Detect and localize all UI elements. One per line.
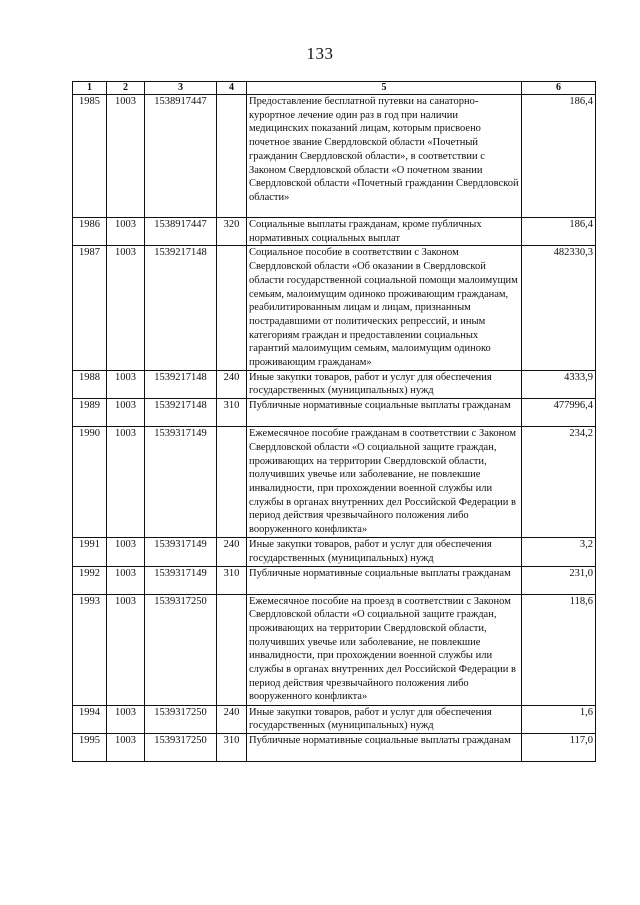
row-number: 1988 xyxy=(73,370,107,398)
table-row xyxy=(73,427,596,538)
expense-type-code: 310 xyxy=(217,733,247,761)
table-row xyxy=(73,733,596,761)
expense-type-code: 240 xyxy=(217,538,247,566)
section-code: 1003 xyxy=(107,733,145,761)
row-number: 1995 xyxy=(73,733,107,761)
expense-type-code: 310 xyxy=(217,399,247,427)
item-amount: 231,0 xyxy=(522,566,596,594)
item-name: Социальное пособие в соответствии с Законом Свердловской области «Об оказании в Свердловской области государственной социальной помощи малоимущим семьям, малоимущим одиноко проживающим гражданам, реабилитированным лицам и лицам, признанным пострадавшими от политических репрессий, и иным категориям граждан и предоставлении социальных гарантий малоимущим семьям, малоимущим одиноко проживающим гражданам» xyxy=(247,246,522,370)
column-header-6: 6 xyxy=(522,82,596,95)
table-row xyxy=(73,566,596,594)
row-number: 1991 xyxy=(73,538,107,566)
target-code: 1538917447 xyxy=(145,218,217,246)
table-row xyxy=(73,538,596,566)
column-header-4: 4 xyxy=(217,82,247,95)
item-amount: 118,6 xyxy=(522,594,596,705)
section-code: 1003 xyxy=(107,427,145,538)
table-row xyxy=(73,218,596,246)
row-number: 1986 xyxy=(73,218,107,246)
item-amount: 186,4 xyxy=(522,218,596,246)
table-row xyxy=(73,705,596,733)
column-header-2: 2 xyxy=(107,82,145,95)
item-name: Предоставление бесплатной путевки на санаторно-курортное лечение один раз в год при наличии медицинских показаний лицам, которым присвоено почетное звание Свердловской области «Почетный гражданин Свердловской области», в соответствии с Законом Свердловской области «О почетном звании Свердловской области «Почетный гражданин Свердловской области» xyxy=(247,95,522,218)
target-code: 1539217148 xyxy=(145,399,217,427)
budget-table xyxy=(72,81,596,762)
section-code: 1003 xyxy=(107,370,145,398)
row-number: 1993 xyxy=(73,594,107,705)
item-name: Ежемесячное пособие на проезд в соответствии с Законом Свердловской области «О социальной защите граждан, проживающих на территории Свердловской области, получивших увечье или заболевание, не повлекшие инвалидности, при прохождении военной службы или службы в органах внутренних дел Российской Федерации в период действия чрезвычайного положения либо вооруженного конфликта» xyxy=(247,594,522,705)
expense-type-code xyxy=(217,594,247,705)
expense-type-code: 320 xyxy=(217,218,247,246)
item-name: Социальные выплаты гражданам, кроме публичных нормативных социальных выплат xyxy=(247,218,522,246)
expense-type-code: 310 xyxy=(217,566,247,594)
row-number: 1985 xyxy=(73,95,107,218)
item-name: Публичные нормативные социальные выплаты гражданам xyxy=(247,566,522,594)
section-code: 1003 xyxy=(107,538,145,566)
table-row xyxy=(73,95,596,218)
item-name: Иные закупки товаров, работ и услуг для обеспечения государственных (муниципальных) нужд xyxy=(247,705,522,733)
target-code: 1539217148 xyxy=(145,370,217,398)
row-number: 1987 xyxy=(73,246,107,370)
expense-type-code xyxy=(217,246,247,370)
section-code: 1003 xyxy=(107,399,145,427)
item-amount: 477996,4 xyxy=(522,399,596,427)
row-number: 1990 xyxy=(73,427,107,538)
section-code: 1003 xyxy=(107,705,145,733)
item-name: Иные закупки товаров, работ и услуг для обеспечения государственных (муниципальных) нужд xyxy=(247,538,522,566)
section-code: 1003 xyxy=(107,594,145,705)
item-amount: 4333,9 xyxy=(522,370,596,398)
expense-type-code xyxy=(217,427,247,538)
section-code: 1003 xyxy=(107,246,145,370)
target-code: 1538917447 xyxy=(145,95,217,218)
expense-type-code: 240 xyxy=(217,370,247,398)
item-amount: 234,2 xyxy=(522,427,596,538)
column-header-1: 1 xyxy=(73,82,107,95)
row-number: 1992 xyxy=(73,566,107,594)
target-code: 1539317250 xyxy=(145,733,217,761)
table-row xyxy=(73,594,596,705)
item-amount: 186,4 xyxy=(522,95,596,218)
item-name: Ежемесячное пособие гражданам в соответствии с Законом Свердловской области «О социальной защите граждан, проживающих на территории Свердловской области, получивших увечье или заболевание, не повлекшие инвалидности, при прохождении военной службы или службы в органах внутренних дел Российской Федерации в период действия чрезвычайного положения либо вооруженного конфликта» xyxy=(247,427,522,538)
section-code: 1003 xyxy=(107,566,145,594)
item-amount: 1,6 xyxy=(522,705,596,733)
column-header-3: 3 xyxy=(145,82,217,95)
expense-type-code xyxy=(217,95,247,218)
item-amount: 117,0 xyxy=(522,733,596,761)
row-number: 1989 xyxy=(73,399,107,427)
target-code: 1539317250 xyxy=(145,594,217,705)
item-amount: 482330,3 xyxy=(522,246,596,370)
page-number: 133 xyxy=(306,44,334,63)
target-code: 1539217148 xyxy=(145,246,217,370)
item-name: Публичные нормативные социальные выплаты гражданам xyxy=(247,733,522,761)
section-code: 1003 xyxy=(107,95,145,218)
item-amount: 3,2 xyxy=(522,538,596,566)
table-row xyxy=(73,399,596,427)
item-name: Публичные нормативные социальные выплаты гражданам xyxy=(247,399,522,427)
row-number: 1994 xyxy=(73,705,107,733)
table-row xyxy=(73,246,596,370)
table-header-row xyxy=(73,82,596,95)
section-code: 1003 xyxy=(107,218,145,246)
target-code: 1539317149 xyxy=(145,427,217,538)
target-code: 1539317149 xyxy=(145,538,217,566)
target-code: 1539317149 xyxy=(145,566,217,594)
table-row xyxy=(73,370,596,398)
target-code: 1539317250 xyxy=(145,705,217,733)
column-header-5: 5 xyxy=(247,82,522,95)
item-name: Иные закупки товаров, работ и услуг для обеспечения государственных (муниципальных) нужд xyxy=(247,370,522,398)
expense-type-code: 240 xyxy=(217,705,247,733)
